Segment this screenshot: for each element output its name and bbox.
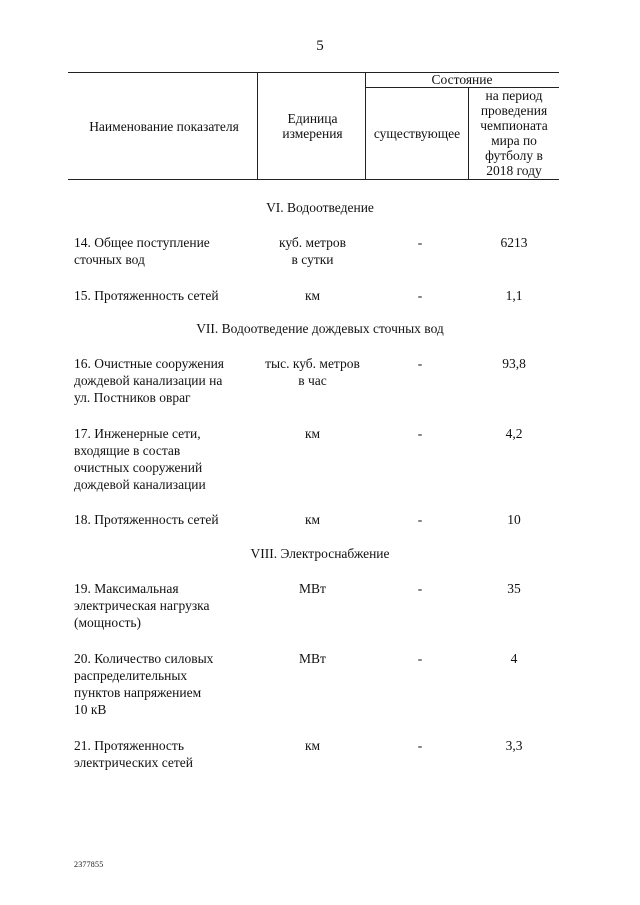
row-existing: - [417, 512, 423, 527]
row-existing: - [417, 651, 423, 666]
row-name: 15. Протяженность сетей [74, 288, 219, 303]
row-name: 16. Очистные сооружения дождевой канализации на ул. Постников овраг [74, 356, 225, 405]
row-existing: - [417, 426, 423, 441]
row-period: 35 [507, 581, 521, 596]
header-period-col: на период проведения чемпионата мира по футболу в 2018 году [480, 88, 548, 178]
section-title: VI. Водоотведение [266, 200, 374, 215]
row-period: 1,1 [505, 288, 523, 303]
row-unit: км [304, 288, 321, 303]
header-bottom-rule [68, 179, 559, 180]
row-name: 14. Общее поступление сточных вод [74, 235, 210, 267]
row-existing: - [417, 235, 423, 250]
row-period: 10 [507, 512, 521, 527]
row-period: 93,8 [502, 356, 526, 371]
row-period: 6213 [500, 235, 528, 250]
row-unit: МВт [299, 581, 326, 596]
row-name: 20. Количество силовых распределительных пунктов напряжением 10 кВ [74, 651, 214, 717]
header-name-col: Наименование показателя [89, 119, 239, 134]
row-period: 4 [510, 651, 518, 666]
row-name: 18. Протяженность сетей [74, 512, 219, 527]
row-unit: км [304, 512, 321, 527]
row-unit: км [304, 426, 321, 441]
row-unit: куб. метров в сутки [278, 235, 347, 267]
row-existing: - [417, 356, 423, 371]
row-name: 17. Инженерные сети, входящие в состав очистных сооружений дождевой канализации [74, 426, 206, 492]
row-unit: МВт [299, 651, 326, 666]
footer-code: 2377855 [74, 860, 104, 869]
row-name: 21. Протяженность электрических сетей [74, 738, 193, 770]
row-existing: - [417, 738, 423, 753]
page-number: 5 [316, 38, 324, 54]
header-existing-col: существующее [373, 126, 461, 141]
row-existing: - [417, 581, 423, 596]
row-unit: тыс. куб. метров в час [265, 356, 360, 388]
row-existing: - [417, 288, 423, 303]
header-divider-1 [257, 72, 258, 179]
header-divider-3 [468, 87, 469, 179]
row-period: 4,2 [505, 426, 523, 441]
row-period: 3,3 [505, 738, 523, 753]
section-title: VII. Водоотведение дождевых сточных вод [196, 321, 444, 336]
row-name: 19. Максимальная электрическая нагрузка (мощность) [74, 581, 210, 630]
header-state-col: Состояние [431, 72, 493, 87]
section-title: VIII. Электроснабжение [250, 546, 390, 561]
header-unit-col: Единица измерения [282, 111, 343, 141]
row-unit: км [304, 738, 321, 753]
